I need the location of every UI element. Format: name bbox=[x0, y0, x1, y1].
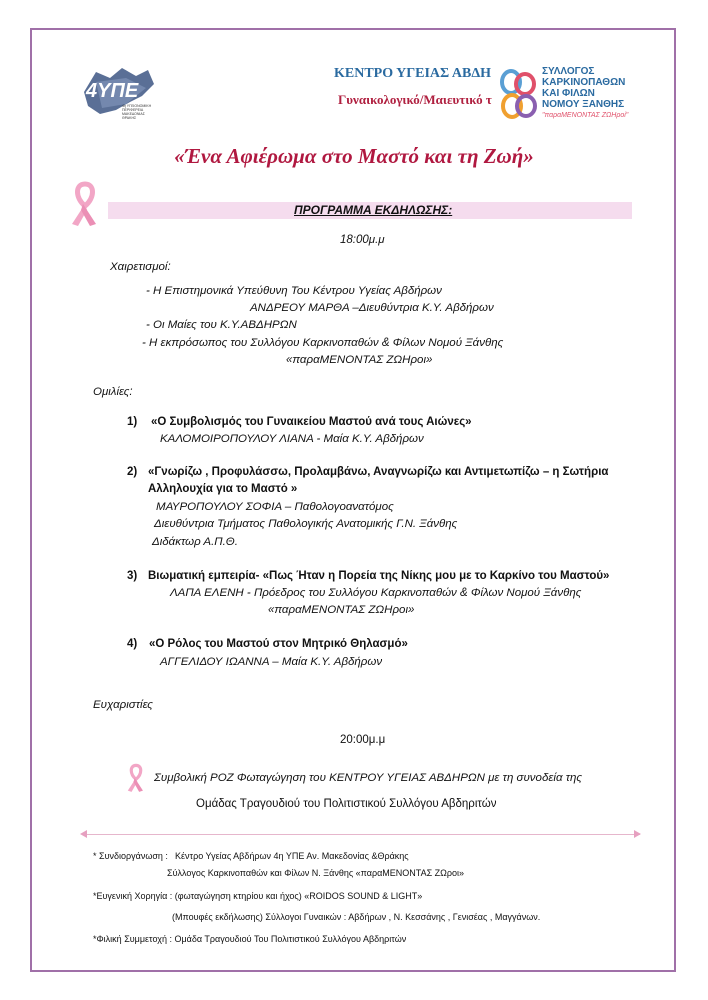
talk-speaker-role: «παραΜΕΝΟΝΤΑΣ ΖΩΗροι» bbox=[268, 604, 415, 616]
greeting-line: «παραΜΕΝΟΝΤΑΣ ΖΩΗροι» bbox=[286, 354, 433, 366]
friendly-participation-line: *Φιλική Συμμετοχή : Ομάδα Τραγουδιού Του Πολιτιστικού Συλλόγου Αβδηριτών bbox=[93, 934, 407, 944]
pink-ribbon-icon bbox=[124, 760, 148, 796]
talk-speaker: ΜΑΥΡΟΠΟΥΛΟΥ ΣΟΦΙΑ – Παθολογοανατόμος bbox=[156, 501, 394, 513]
association-line-3: ΚΑΙ ΦΙΛΩΝ bbox=[542, 88, 595, 99]
association-line-1: ΣΥΛΛΟΓΟΣ bbox=[542, 66, 595, 77]
talk-title: «Ο Ρόλος του Μαστού στον Μητρικό Θηλασμό» bbox=[149, 638, 408, 650]
talk-speaker: ΑΓΓΕΛΙΔΟΥ ΙΩΑΝΝΑ – Μαία Κ.Υ. Αβδήρων bbox=[160, 656, 383, 668]
program-label: ΠΡΟΓΡΑΜΜΑ ΕΚΔΗΛΩΣΗΣ: bbox=[294, 203, 453, 217]
talk-speaker-role: Διδάκτωρ Α.Π.Θ. bbox=[152, 536, 238, 548]
closing-line: Ομάδας Τραγουδιού του Πολιτιστικού Συλλόγου Αβδηριτών bbox=[196, 798, 497, 810]
department-subtitle: Γυναικολογικό/Μαιευτικό τ bbox=[338, 92, 492, 107]
association-line-4: ΝΟΜΟΥ ΞΑΝΘΗΣ bbox=[542, 99, 625, 110]
association-motto: "παραΜΕΝΟΝΤΑΣ ΖΩΗροί" bbox=[542, 112, 629, 119]
talk-speaker: ΚΑΛΟΜΟΙΡΟΠΟΥΛΟΥ ΛΙΑΝΑ - Μαία Κ.Υ. Αβδήρων bbox=[160, 433, 424, 445]
health-center-title: ΚΕΝΤΡΟ ΥΓΕΙΑΣ ΑΒΔΗ bbox=[334, 66, 492, 81]
greeting-line: - Οι Μαίες του Κ.Υ.ΑΒΔΗΡΩΝ bbox=[146, 319, 297, 331]
logo-left-caption: 4η ΥΓΕΙΟΝΟΜΙΚΗ ΠΕΡΙΦΕΡΕΙΑ ΜΑΚΕΔΟΝΙΑΣ ΘΡΑΚΗΣ bbox=[122, 104, 152, 120]
greeting-line: - Η Επιστημονικά Υπεύθυνη Του Κέντρου Υγείας Αβδήρων bbox=[146, 285, 442, 297]
talk-title-cont: Αλληλουχία για το Μαστό » bbox=[148, 483, 298, 495]
talk-number: 3) bbox=[127, 570, 138, 582]
talk-speaker-role: Διευθύντρια Τμήματος Παθολογικής Ανατομικής Γ.Ν. Ξάνθης bbox=[154, 518, 458, 530]
thanks-heading: Ευχαριστίες bbox=[93, 699, 153, 711]
buffet-line: (Μπουφές εκδήλωσης) Σύλλογοι Γυναικών : Αβδήρων , Ν. Κεσσάνης , Γενισέας , Μαγγάνων. bbox=[172, 912, 541, 922]
talk-number: 4) bbox=[127, 638, 138, 650]
footer-divider bbox=[82, 834, 640, 835]
organizer-label: * Συνδιοργάνωση : bbox=[93, 851, 168, 861]
talk-number: 1) bbox=[127, 416, 138, 428]
organizer-1: Κέντρο Υγείας Αβδήρων 4η ΥΠΕ Αν. Μακεδονίας &Θράκης bbox=[175, 851, 409, 861]
event-title: «Ένα Αφιέρωμα στο Μαστό και τη Ζωή» bbox=[174, 144, 534, 168]
closing-line: Συμβολική ΡΟΖ Φωταγώγηση του ΚΕΝΤΡΟΥ ΥΓΕΙΑΣ ΑΒΔΗΡΩΝ με τη συνοδεία της bbox=[154, 772, 582, 784]
start-time: 18:00μ.μ bbox=[340, 234, 385, 246]
greetings-heading: Χαιρετισμοί: bbox=[110, 261, 171, 273]
greeting-line: - Η εκπρόσωπος του Συλλόγου Καρκινοπαθών & Φίλων Νομού Ξάνθης bbox=[142, 337, 504, 349]
logo-left-mark: 4ΥΠΕ bbox=[86, 80, 139, 102]
pink-ribbon-icon bbox=[66, 180, 104, 228]
talk-title: «Ο Συμβολισμός του Γυναικείου Μαστού ανά τους Αιώνες» bbox=[151, 416, 472, 428]
talk-title: Βιωματική εμπειρία- «Πως Ήταν η Πορεία της Νίκης μου με το Καρκίνο του Μαστού» bbox=[148, 570, 610, 582]
sponsor-line: *Ευγενική Χορηγία : (φωταγώγηση κτηρίου και ήχος) «ROIDOS SOUND & LIGHT» bbox=[93, 891, 423, 901]
association-line-2: ΚΑΡΚΙΝΟΠΑΘΩΝ bbox=[542, 77, 626, 88]
page-frame bbox=[30, 28, 676, 972]
talk-speaker: ΛΑΠΑ ΕΛΕΝΗ - Πρόεδρος του Συλλόγου Καρκινοπαθών & Φίλων Νομού Ξάνθης bbox=[170, 587, 582, 599]
talk-number: 2) bbox=[127, 466, 138, 478]
talk-title: «Γνωρίζω , Προφυλάσσω, Προλαμβάνω, Αναγνωρίζω και Αντιμετωπίζω – η Σωτήρια bbox=[148, 466, 609, 478]
organizer-2: Σύλλογος Καρκινοπαθών και Φίλων Ν. Ξάνθης «παραΜΕΝΟΝΤΑΣ ΖΩροι» bbox=[167, 868, 465, 878]
divider-arrow-left-icon bbox=[80, 830, 87, 838]
end-time: 20:00μ.μ bbox=[340, 734, 386, 746]
divider-arrow-right-icon bbox=[634, 830, 641, 838]
greeting-line: ΑΝΔΡΕΟΥ ΜΑΡΘΑ –Διευθύντρια Κ.Υ. Αβδήρων bbox=[250, 302, 494, 314]
health-region-logo bbox=[76, 62, 158, 126]
talks-heading: Ομιλίες: bbox=[93, 386, 133, 398]
association-logo bbox=[498, 64, 650, 132]
